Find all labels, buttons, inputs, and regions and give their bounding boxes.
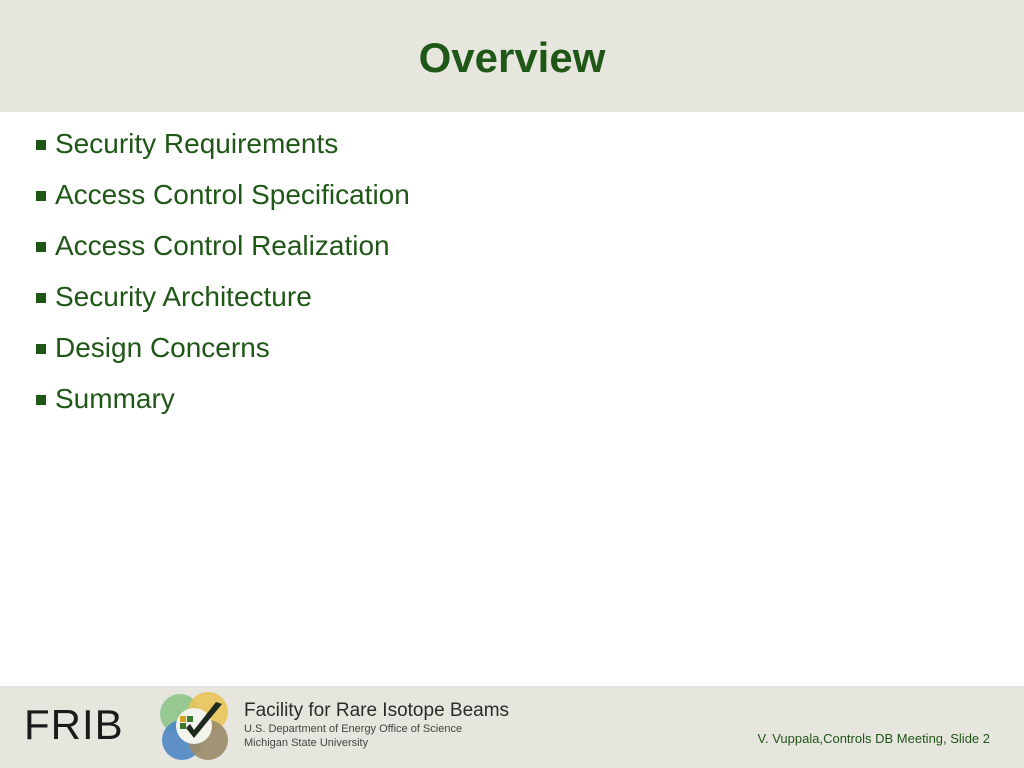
bullet-item: [36, 277, 410, 328]
square-bullet-icon: [36, 140, 46, 150]
organization-university: Michigan State University: [244, 737, 369, 749]
bullet-text: Access Control Specification: [55, 179, 410, 210]
square-bullet-icon: [36, 395, 46, 405]
organization-affiliation: U.S. Department of Energy Office of Science: [244, 723, 463, 735]
bullet-item: [36, 328, 410, 379]
bullet-text: Security Requirements: [55, 128, 339, 159]
slide-title: Overview: [418, 34, 606, 81]
bullet-list: [36, 124, 410, 430]
frib-logo-text: FRIB: [24, 701, 124, 748]
bullet-item: [36, 124, 410, 175]
bullet-text: Summary: [55, 383, 175, 414]
bullet-item: [36, 175, 410, 226]
bullet-text: Security Architecture: [55, 281, 312, 312]
square-bullet-icon: [36, 344, 46, 354]
organization-block: [244, 700, 509, 750]
footer-band: [0, 686, 1024, 768]
bullet-item: [36, 226, 410, 277]
square-bullet-icon: [36, 242, 46, 252]
square-bullet-icon: [36, 293, 46, 303]
bullet-text: Design Concerns: [55, 332, 270, 363]
slide-footer-note: V. Vuppala,Controls DB Meeting, Slide 2: [757, 731, 990, 746]
title-bar: [0, 0, 1024, 112]
bullet-item: [36, 379, 410, 430]
frib-emblem-icon: [156, 690, 240, 764]
organization-name: Facility for Rare Isotope Beams: [244, 700, 510, 721]
bullet-text: Access Control Realization: [55, 230, 390, 261]
square-bullet-icon: [36, 191, 46, 201]
